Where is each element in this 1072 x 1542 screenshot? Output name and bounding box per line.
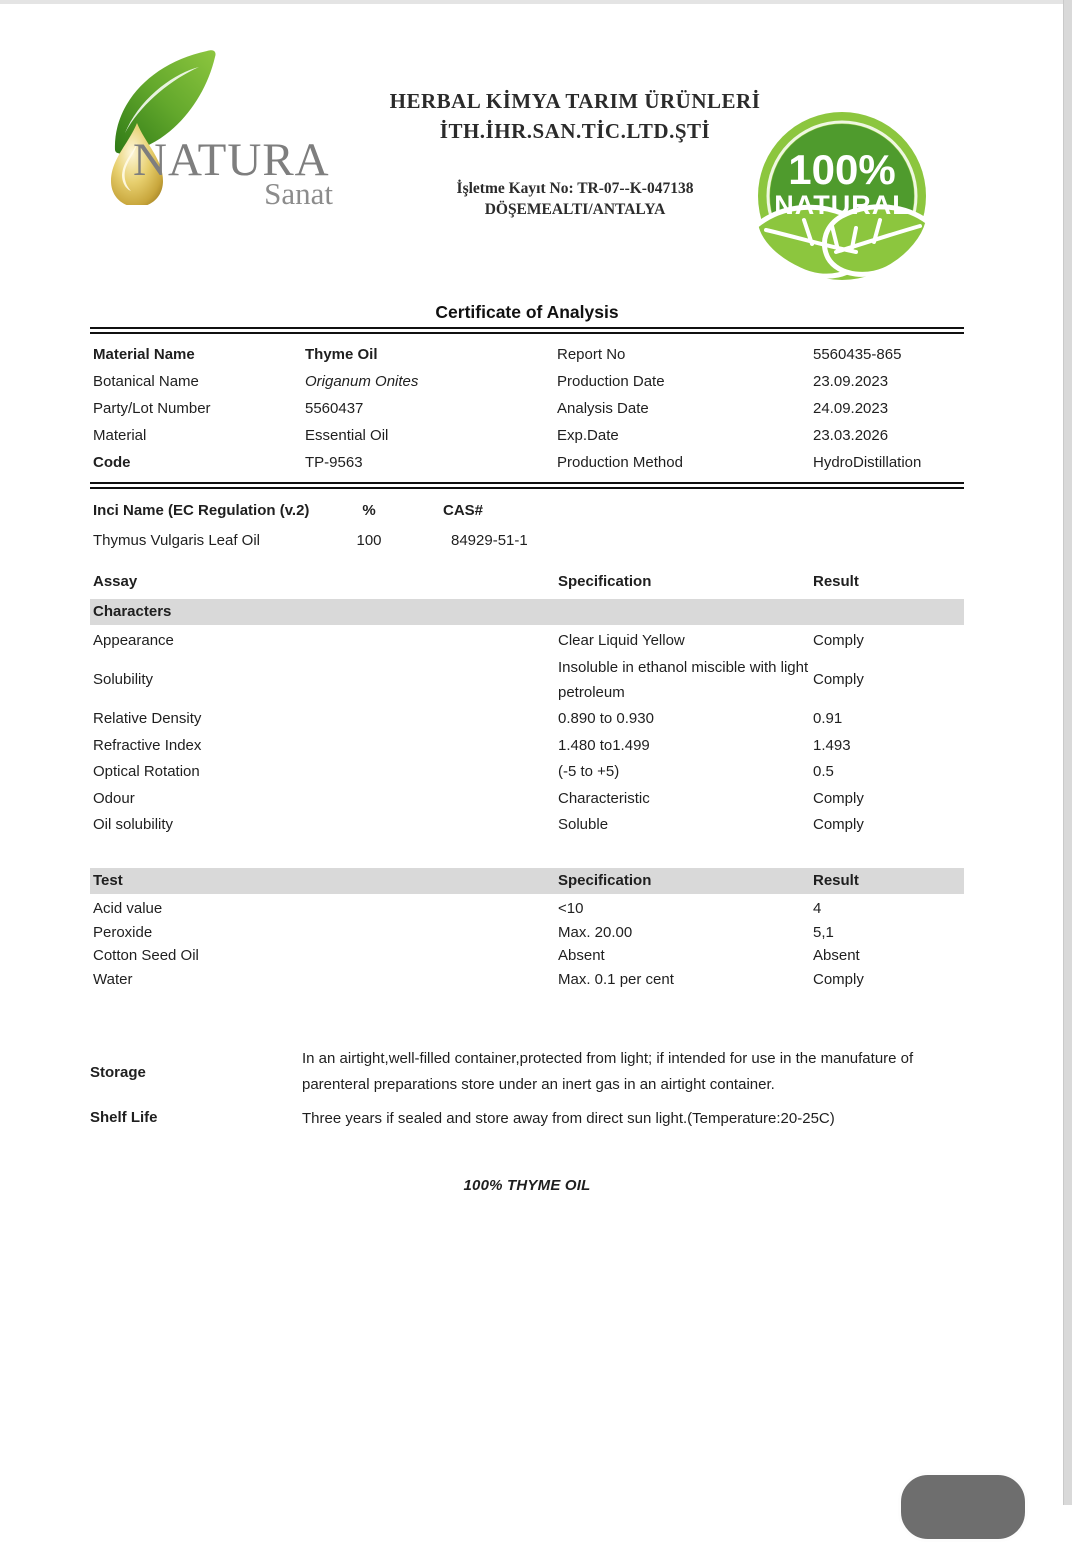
table-row [90, 706, 964, 733]
info-value: Origanum Onites [305, 373, 419, 390]
row-spec: 1.480 to1.499 [558, 736, 650, 754]
info-label: Party/Lot Number [93, 400, 211, 417]
info-label: Code [93, 454, 131, 471]
shelf-life-row [90, 1109, 964, 1129]
row-result: 0.5 [813, 763, 834, 781]
row-name: Water [93, 970, 133, 988]
row-result: Comply [813, 789, 864, 807]
row-name: Peroxide [93, 923, 153, 941]
info-label: Material Name [93, 346, 195, 363]
shelf-life-label: Shelf Life [90, 1109, 158, 1126]
specification-column-header: Specification [558, 573, 652, 590]
inci-data-row [90, 532, 964, 549]
scrollbar-track[interactable] [1063, 0, 1072, 1505]
company-location: DÖŞEMEALTI/ANTALYA [484, 201, 666, 218]
double-rule-bottom [90, 482, 964, 489]
natura-logo [95, 45, 335, 211]
inci-name-value: Thymus Vulgaris Leaf Oil [93, 532, 261, 549]
info-value: 5560435-865 [813, 346, 902, 363]
result-column-header: Result [813, 872, 859, 889]
registration-number: İşletme Kayıt No: TR-07--K-047138 [456, 180, 694, 197]
row-spec: (-5 to +5) [558, 763, 620, 781]
row-spec: Max. 0.1 per cent [558, 970, 674, 988]
row-spec: Max. 20.00 [558, 923, 633, 941]
badge-percent-text: 100% [788, 146, 896, 193]
top-edge-strip [0, 0, 1072, 4]
row-spec: Clear Liquid Yellow [558, 631, 685, 649]
info-label: Analysis Date [557, 400, 649, 417]
info-value: TP-9563 [305, 454, 363, 471]
row-result: 0.91 [813, 710, 843, 728]
info-value: HydroDistillation [813, 454, 922, 471]
info-label: Production Date [557, 373, 665, 390]
inci-name-header: Inci Name (EC Regulation (v.2) [93, 502, 310, 519]
natural-badge-icon [752, 110, 932, 290]
info-value: Thyme Oil [305, 346, 378, 363]
assay-column-header: Assay [93, 573, 138, 590]
table-row [90, 944, 964, 968]
characters-rows [90, 627, 964, 838]
characters-section-label: Characters [93, 603, 172, 620]
row-result: 1.493 [813, 736, 851, 754]
inci-percent-value: 100 [356, 532, 382, 549]
row-name: Refractive Index [93, 736, 202, 754]
row-name: Solubility [93, 671, 154, 688]
table-row [90, 627, 964, 654]
storage-label: Storage [90, 1063, 146, 1081]
document-title: Certificate of Analysis [435, 302, 619, 322]
test-section-band [90, 868, 964, 894]
row-spec: <10 [558, 900, 584, 918]
company-name-line1: HERBAL KİMYA TARIM ÜRÜNLERİ [389, 89, 761, 113]
info-value: Essential Oil [305, 427, 389, 444]
row-result: Comply [813, 970, 864, 988]
row-name: Relative Density [93, 710, 202, 728]
logo-subwordmark: Sanat [264, 176, 333, 211]
table-row [90, 785, 964, 812]
info-value: 5560437 [305, 400, 364, 417]
row-spec: 0.890 to 0.930 [558, 710, 654, 728]
inci-header-row [90, 502, 964, 519]
company-name-line2: İTH.İHR.SAN.TİC.LTD.ŞTİ [439, 119, 711, 143]
info-label: Material [93, 427, 147, 444]
result-column-header: Result [813, 573, 859, 590]
natural-badge [752, 110, 932, 290]
shelf-life-text: Three years if sealed and store away from direct sun light.(Temperature:20-25C) [302, 1110, 835, 1127]
info-value: 23.09.2023 [813, 373, 889, 390]
table-row [90, 759, 964, 786]
double-rule-top [90, 327, 964, 334]
table-row [90, 897, 964, 921]
row-name: Optical Rotation [93, 763, 200, 781]
info-value: 23.03.2026 [813, 427, 889, 444]
test-rows [90, 897, 964, 991]
product-footer-note: 100% THYME OIL [463, 1177, 591, 1194]
info-label: Report No [557, 346, 626, 363]
table-row [90, 732, 964, 759]
company-header [360, 86, 790, 220]
certificate-body [90, 302, 964, 1194]
badge-natural-text: NATURAL [774, 190, 910, 220]
storage-row [90, 1046, 964, 1098]
inci-percent-header: % [362, 502, 376, 519]
row-result: Comply [813, 816, 864, 834]
row-name: Odour [93, 789, 135, 807]
table-row [90, 654, 964, 706]
specification-column-header: Specification [558, 872, 652, 889]
row-spec: Insoluble in ethanol miscible with light petroleum [558, 658, 809, 701]
row-spec: Absent [558, 947, 605, 965]
info-label: Botanical Name [93, 373, 199, 390]
table-row [90, 812, 964, 839]
info-label: Production Method [557, 454, 683, 471]
info-label: Exp.Date [557, 427, 619, 444]
scroll-handle-button[interactable] [898, 1472, 1028, 1542]
logo-wordmark: NATURA [133, 134, 330, 186]
row-name: Acid value [93, 900, 163, 918]
row-result: 4 [813, 900, 822, 918]
inci-cas-header: CAS# [443, 502, 484, 519]
characters-header-row [90, 573, 964, 590]
inci-cas-value: 84929-51-1 [451, 532, 528, 549]
table-row [90, 921, 964, 945]
test-column-header: Test [93, 872, 123, 889]
row-spec: Characteristic [558, 789, 650, 807]
row-name: Appearance [93, 631, 174, 649]
row-name: Cotton Seed Oil [93, 947, 199, 965]
info-value: 24.09.2023 [813, 400, 889, 417]
row-result: Comply [813, 631, 864, 649]
material-info-table [90, 334, 964, 482]
row-result: 5,1 [813, 923, 834, 941]
row-result: Absent [813, 947, 860, 965]
table-row [90, 968, 964, 992]
row-spec: Soluble [558, 816, 609, 834]
storage-text: In an airtight,well-filled container,protected from light; if intended for use in the manufature of parenteral preparations store under an inert gas in an airtight container. [302, 1050, 914, 1093]
row-result: Comply [813, 671, 864, 688]
row-name: Oil solubility [93, 816, 174, 834]
characters-section-band [90, 599, 964, 625]
